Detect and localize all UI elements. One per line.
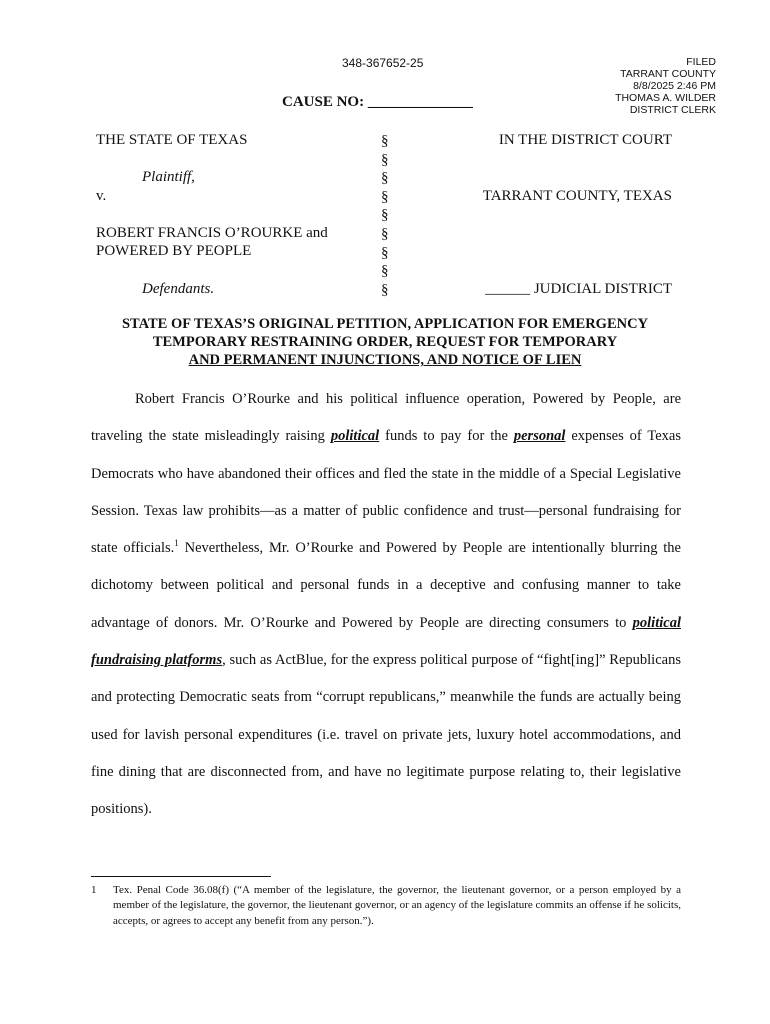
title-line-2: TEMPORARY RESTRAINING ORDER, REQUEST FOR TEMPORARY: [152, 334, 618, 350]
title-line-3: AND PERMANENT INJUNCTIONS, AND NOTICE OF LIEN: [188, 352, 582, 368]
filed-stamp-line: FILED: [686, 56, 716, 68]
body-text: Robert Francis O’Rourke and his political influence operation, Powered by People, are traveling the state misleadingly raising: [91, 391, 681, 445]
body-text: , such as ActBlue, for the express political purpose of “fight[ing]” Republicans and protecting Democratic seats from “corrupt republicans,” meanwhile the funds are actually being used for lavish personal expenditures (i.e. travel on private jets, luxury hotel accommodations, and fine dining that are disconnected from, and have no legitimate purpose relating to, their legislative positions).: [91, 652, 681, 818]
filed-stamp: [615, 56, 716, 116]
section-mark: §: [381, 133, 389, 149]
judicial-district: ______ JUDICIAL DISTRICT: [485, 281, 672, 297]
versus: v.: [96, 188, 107, 204]
defendant-line-2: POWERED BY PEOPLE: [96, 243, 252, 259]
defendant-line-1: ROBERT FRANCIS O’ROURKE and: [96, 225, 328, 241]
section-mark: §: [381, 225, 389, 242]
footnote-reference[interactable]: 1: [174, 538, 179, 549]
case-number: 348-367652-25: [342, 56, 424, 70]
section-mark: §: [381, 263, 389, 280]
body-text: Nevertheless, Mr. O’Rourke and Powered by People are intentionally blurring the dichotomy between political and personal funds in a deceptive and confusing manner to take advantage of donors. Mr. O’Rourke and Powered by People are directing consumers to: [91, 540, 681, 631]
filed-stamp-line: DISTRICT CLERK: [629, 104, 716, 116]
emphasis-platforms: political fundraising platforms: [91, 614, 681, 669]
defendant-role: Defendants.: [142, 281, 215, 297]
body-text: expenses of Texas Democrats who have abandoned their offices and fled the state in the middle of a Special Legislative Session. Texas law prohibits—as a matter of public confidence and trust—personal fundraising for state officials.: [91, 428, 681, 557]
section-marks-column: [381, 132, 389, 299]
filed-stamp-line: THOMAS A. WILDER: [615, 92, 716, 104]
body-paragraph: [91, 381, 681, 829]
footnote: [91, 883, 681, 929]
emphasis-political: political: [330, 428, 380, 445]
section-mark: §: [381, 207, 389, 224]
emphasis-personal: personal: [513, 428, 566, 445]
plaintiff-role: Plaintiff,: [142, 169, 195, 185]
footnote-divider: [91, 876, 271, 877]
section-mark: §: [381, 281, 389, 298]
section-mark: §: [381, 188, 389, 205]
section-mark: §: [381, 244, 389, 261]
footnote-marker: 1: [91, 884, 97, 896]
section-mark: §: [381, 151, 389, 168]
document-title: [80, 315, 690, 369]
section-mark: §: [381, 170, 389, 187]
body-text: funds to pay for the: [379, 428, 514, 445]
title-line-1: STATE OF TEXAS’S ORIGINAL PETITION, APPLICATION FOR EMERGENCY: [121, 316, 649, 332]
footnote-text: Tex. Penal Code 36.08(f) (“A member of the legislature, the governor, the lieutenant governor, or a person employed by a member of the legislature, the governor, the lieutenant governor, or an agency of the legislature commits an offense if he solicits, accepts, or agrees to accept any benefit from any person.”).: [113, 884, 681, 927]
filed-stamp-line: TARRANT COUNTY: [620, 68, 716, 80]
filed-stamp-line: 8/8/2025 2:46 PM: [633, 80, 716, 92]
cause-number-line: CAUSE NO: ______________: [282, 94, 473, 110]
plaintiff-name: THE STATE OF TEXAS: [96, 132, 248, 148]
court-name: IN THE DISTRICT COURT: [498, 132, 672, 148]
county-name: TARRANT COUNTY, TEXAS: [482, 188, 672, 204]
